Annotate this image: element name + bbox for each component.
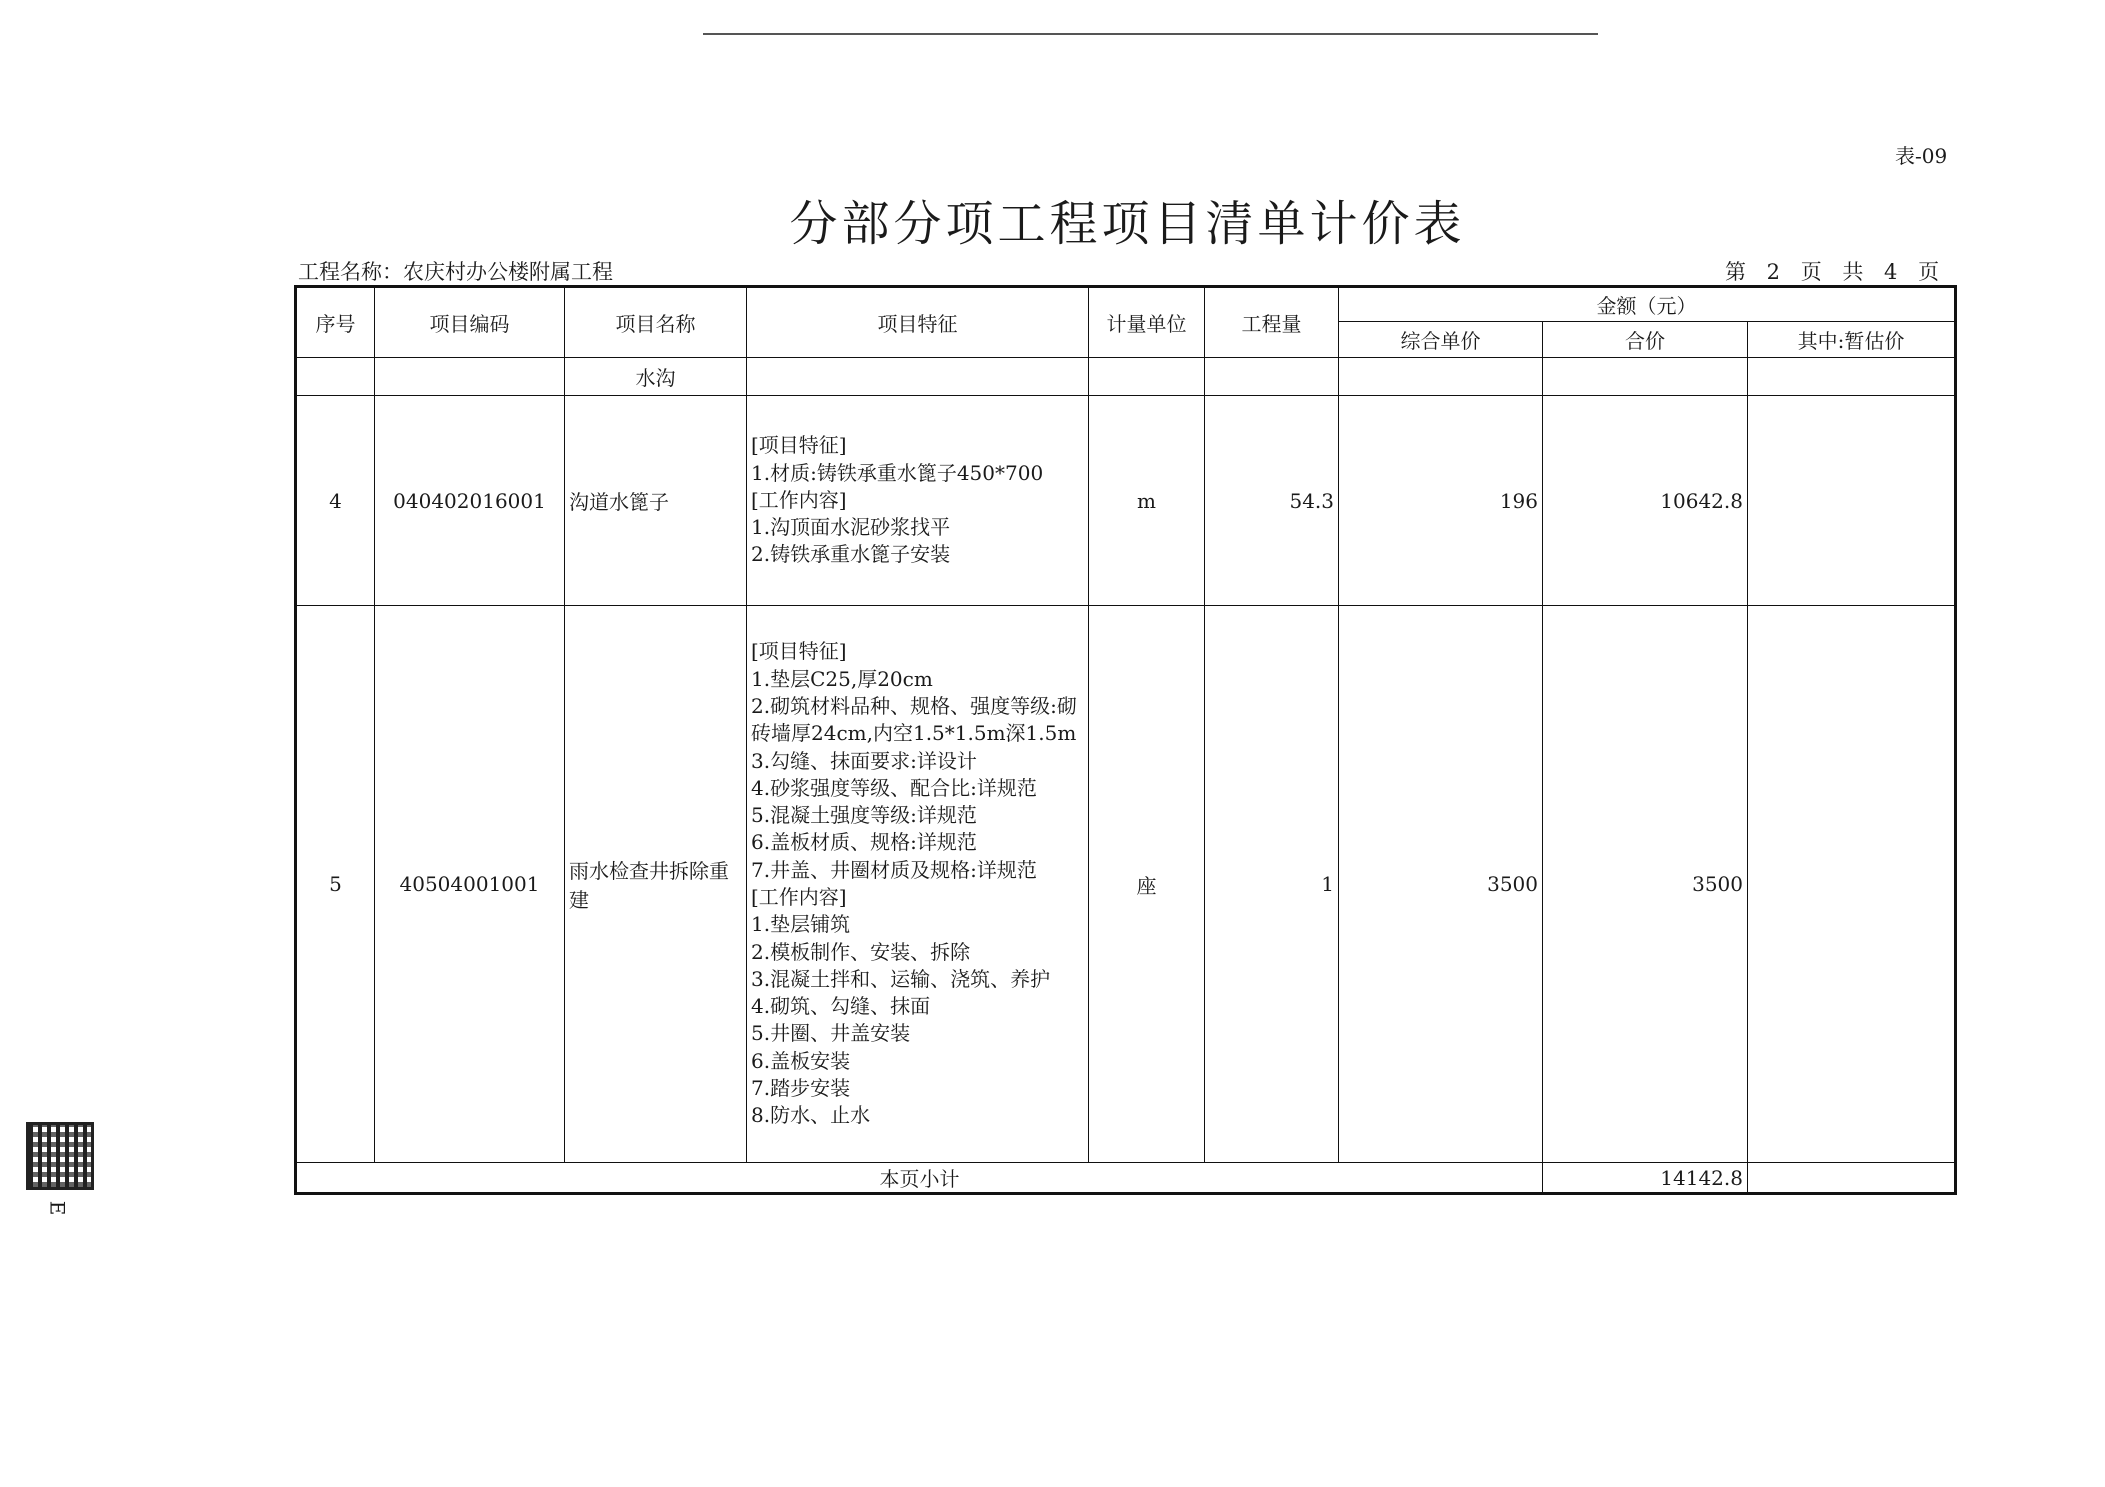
feature-line: 2.模板制作、安装、拆除 bbox=[751, 939, 971, 964]
row-qty: 54.3 bbox=[1205, 396, 1339, 606]
feature-line: 4.砌筑、勾缝、抹面 bbox=[751, 994, 931, 1019]
feature-line: 1.材质:铸铁承重水篦子450*700 bbox=[751, 460, 1044, 485]
row-provisional bbox=[1748, 396, 1956, 606]
feature-line: 2.铸铁承重水篦子安装 bbox=[751, 542, 951, 567]
col-unit-price: 综合单价 bbox=[1339, 322, 1543, 358]
row-provisional bbox=[1748, 606, 1956, 1163]
feature-line: [项目特征] bbox=[751, 639, 847, 664]
feature-line: 6.盖板安装 bbox=[751, 1048, 851, 1073]
col-name: 项目名称 bbox=[565, 287, 747, 358]
col-amount-group: 金额（元） bbox=[1339, 287, 1956, 322]
feature-line: 2.砌筑材料品种、规格、强度等级:砌砖墙厚24cm,内空1.5*1.5m深1.5m bbox=[751, 693, 1077, 746]
row-code: 40504001001 bbox=[375, 606, 565, 1163]
row-qty: 1 bbox=[1205, 606, 1339, 1163]
col-feature: 项目特征 bbox=[747, 287, 1089, 358]
row-total: 3500 bbox=[1543, 606, 1748, 1163]
section-name: 水沟 bbox=[565, 358, 747, 396]
qr-code-icon bbox=[26, 1122, 94, 1190]
project-name: 工程名称：农庆村办公楼附属工程 bbox=[298, 260, 613, 284]
col-qty: 工程量 bbox=[1205, 287, 1339, 358]
row-seq: 4 bbox=[296, 396, 375, 606]
subtotal-label: 本页小计 bbox=[296, 1163, 1543, 1194]
col-seq: 序号 bbox=[296, 287, 375, 358]
feature-line: 6.盖板材质、规格:详规范 bbox=[751, 830, 977, 855]
row-name: 雨水检查井拆除重建 bbox=[565, 606, 747, 1163]
feature-line: 3.勾缝、抹面要求:详设计 bbox=[751, 748, 977, 773]
row-name: 沟道水篦子 bbox=[565, 396, 747, 606]
table-row bbox=[296, 606, 1956, 1163]
feature-line: 3.混凝土拌和、运输、浇筑、养护 bbox=[751, 966, 1051, 991]
col-unit: 计量单位 bbox=[1089, 287, 1205, 358]
top-rule bbox=[703, 33, 1598, 35]
feature-line: [工作内容] bbox=[751, 885, 847, 909]
row-unit-price: 3500 bbox=[1339, 606, 1543, 1163]
col-total: 合价 bbox=[1543, 322, 1748, 358]
feature-line: 1.垫层铺筑 bbox=[751, 912, 851, 937]
row-feature bbox=[747, 606, 1089, 1163]
bill-table bbox=[294, 285, 1957, 1195]
col-provisional: 其中:暂估价 bbox=[1748, 322, 1956, 358]
feature-line: 7.踏步安装 bbox=[751, 1076, 851, 1101]
table-row bbox=[296, 396, 1956, 606]
feature-line: [项目特征] bbox=[751, 433, 847, 458]
page-title: 分部分项工程项目清单计价表 bbox=[789, 196, 1466, 252]
row-total: 10642.8 bbox=[1543, 396, 1748, 606]
feature-line: [工作内容] bbox=[751, 487, 847, 512]
row-seq: 5 bbox=[296, 606, 375, 1163]
header-row-1 bbox=[296, 287, 1956, 322]
feature-line: 8.防水、止水 bbox=[751, 1103, 871, 1128]
section-row bbox=[296, 358, 1956, 396]
row-unit: 座 bbox=[1089, 606, 1205, 1163]
form-number: 表-09 bbox=[1895, 144, 1948, 168]
feature-line: 1.垫层C25,厚20cm bbox=[751, 666, 933, 691]
subtotal-provisional bbox=[1748, 1163, 1956, 1194]
feature-line: 7.井盖、井圈材质及规格:详规范 bbox=[751, 857, 1037, 882]
feature-line: 5.井圈、井盖安装 bbox=[751, 1021, 911, 1046]
subtotal-total: 14142.8 bbox=[1543, 1163, 1748, 1194]
col-code: 项目编码 bbox=[375, 287, 565, 358]
row-unit: m bbox=[1089, 396, 1205, 606]
feature-line: 5.混凝土强度等级:详规范 bbox=[751, 803, 977, 828]
feature-line: 4.砂浆强度等级、配合比:详规范 bbox=[751, 775, 1037, 800]
subtotal-row bbox=[296, 1163, 1956, 1194]
margin-mark: E bbox=[45, 1200, 70, 1216]
row-unit-price: 196 bbox=[1339, 396, 1543, 606]
feature-line: 1.沟顶面水泥砂浆找平 bbox=[751, 515, 951, 540]
page-info: 第 2 页 共 4 页 bbox=[1725, 260, 1940, 284]
row-code: 040402016001 bbox=[375, 396, 565, 606]
row-feature bbox=[747, 396, 1089, 606]
